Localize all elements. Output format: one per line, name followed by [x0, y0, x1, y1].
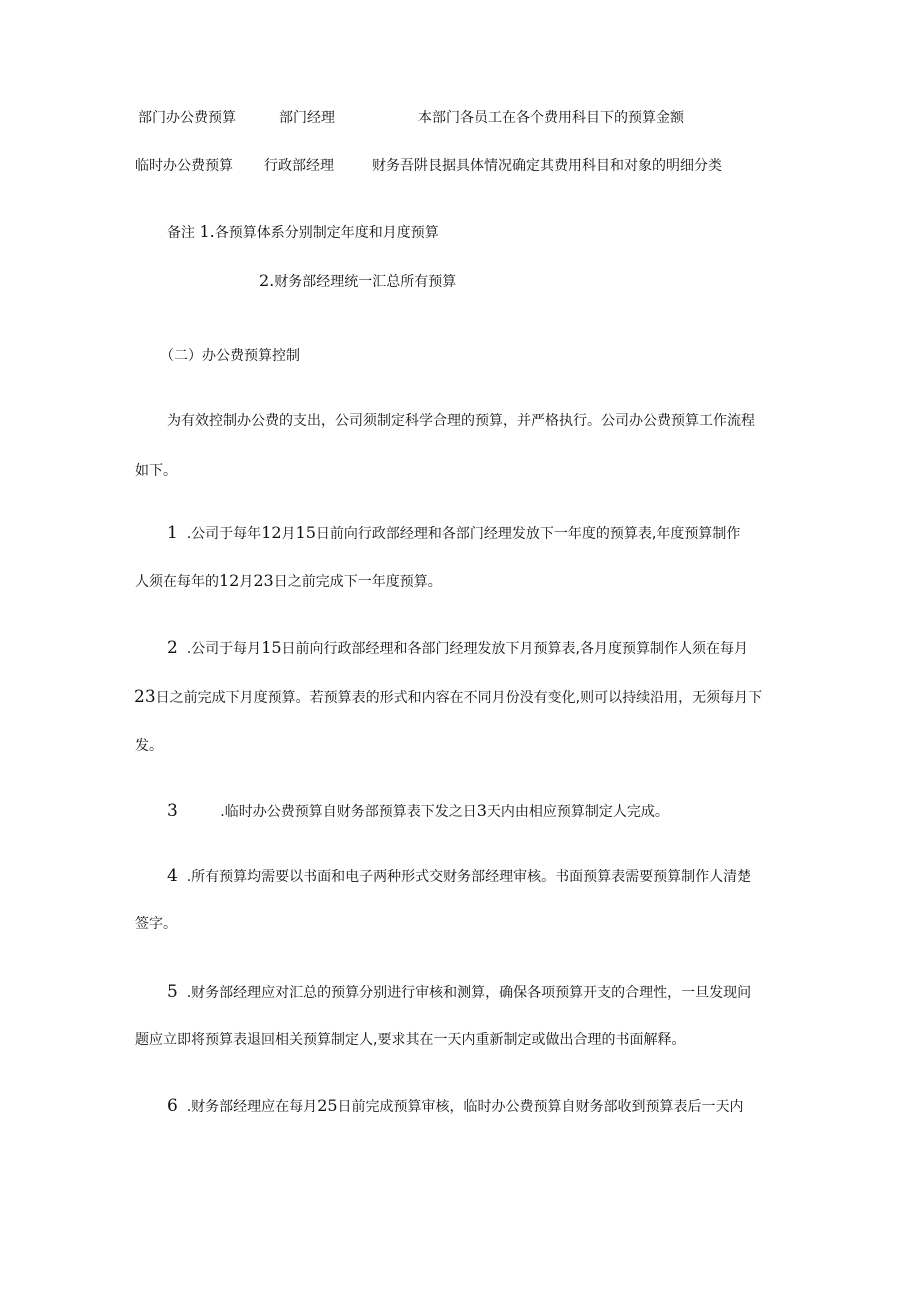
remark-2-number: 2.	[259, 271, 275, 290]
step-6-line-1	[167, 1096, 744, 1117]
step-text: 日前向行政部经理和各部门经理发放下月预算表,各月度预算制作人须在每月	[281, 641, 748, 657]
step-text: 月	[239, 574, 254, 590]
step-text: 题应立即将预算表退回相关预算制定人,要求其在一天内重新制定或做出合理的书面解释。	[135, 1032, 686, 1048]
intro-line-1: 为有效控制办公费的支出，公司须制定科学合理的预算，并严格执行。公司办公费预算工作流程	[167, 413, 755, 429]
step-4-line-1	[167, 866, 751, 887]
step-text: 人须在每年的	[135, 574, 219, 590]
table-row-2-name: 临时办公费预算	[135, 158, 233, 174]
step-4-number: 4	[167, 866, 178, 886]
step-3-number: 3	[167, 801, 178, 821]
table-row-2-content: 财务吾阱艮据具体情况确定其费用科目和对象的明细分类	[372, 158, 722, 174]
step-3-line-1	[167, 801, 669, 822]
step-5-line-2	[135, 1030, 685, 1050]
step-text: .临时办公费预算自财务部预算表下发之日	[220, 804, 477, 820]
step-text: .财务部经理应在每月	[186, 1099, 318, 1115]
table-row-1-owner: 部门经理	[279, 110, 335, 126]
step-number-value: 15	[261, 638, 282, 657]
step-2-line-1	[167, 638, 748, 659]
step-text: 日前向行政部经理和各部门经理发放下一年度的预算表,年度预算制作	[315, 526, 741, 542]
step-5-number: 5	[167, 982, 178, 1002]
step-number-value: 3	[476, 801, 487, 820]
step-1-number: 1	[167, 523, 178, 543]
step-text: .所有预算均需要以书面和电子两种形式交财务部经理审核。书面预算表需要预算制作人清楚	[186, 869, 752, 885]
table-row-1-name: 部门办公费预算	[138, 110, 236, 126]
remark-2-text: 财务部经理统一汇总所有预算	[274, 274, 457, 290]
step-2-line-2	[134, 687, 762, 708]
section-heading: （二）办公费预算控制	[160, 348, 300, 364]
remarks-label: 备注	[167, 225, 195, 241]
step-text: 天内由相应预算制定人完成。	[486, 804, 669, 820]
step-4-line-2	[135, 914, 177, 934]
step-number-value: 15	[295, 523, 316, 542]
step-2-number: 2	[167, 638, 178, 658]
step-text: .财务部经理应对汇总的预算分别进行审核和测算，确保各项预算开支的合理性，一旦发现问	[186, 985, 752, 1001]
remark-1-text: 各预算体系分别制定年度和月度预算	[214, 225, 439, 241]
remark-1-number: 1.	[199, 222, 215, 241]
step-text: .公司于每月	[186, 641, 262, 657]
step-text: .公司于每年	[186, 526, 262, 542]
step-1-line-1	[167, 523, 740, 544]
step-text: 日之前完成下月度预算。若预算表的形式和内容在不同月份没有变化,则可以持续沿用，无须每月下	[155, 690, 763, 706]
remarks-line-2	[259, 271, 456, 292]
step-text: 发。	[135, 738, 163, 754]
intro-line-2: 如下。	[135, 463, 177, 479]
step-text: 日前完成预算审核，临时办公费预算自财务部收到预算表后一天内	[337, 1099, 744, 1115]
step-number-value: 12	[219, 571, 240, 590]
step-6-number: 6	[167, 1096, 178, 1116]
step-1-line-2	[135, 571, 442, 592]
step-5-line-1	[167, 982, 751, 1003]
step-number-value: 25	[317, 1096, 338, 1115]
step-text: 月	[281, 526, 296, 542]
step-number-value: 23	[253, 571, 274, 590]
step-number-value: 12	[261, 523, 282, 542]
step-2-line-3	[135, 736, 163, 756]
table-row-2-owner: 行政部经理	[264, 158, 334, 174]
step-number-value: 23	[134, 687, 156, 707]
table-row-1-content: 本部门各员工在各个费用科目下的预算金额	[418, 110, 684, 126]
step-text: 签字。	[135, 916, 177, 932]
step-text: 日之前完成下一年度预算。	[273, 574, 442, 590]
remarks-line-1	[167, 222, 439, 243]
